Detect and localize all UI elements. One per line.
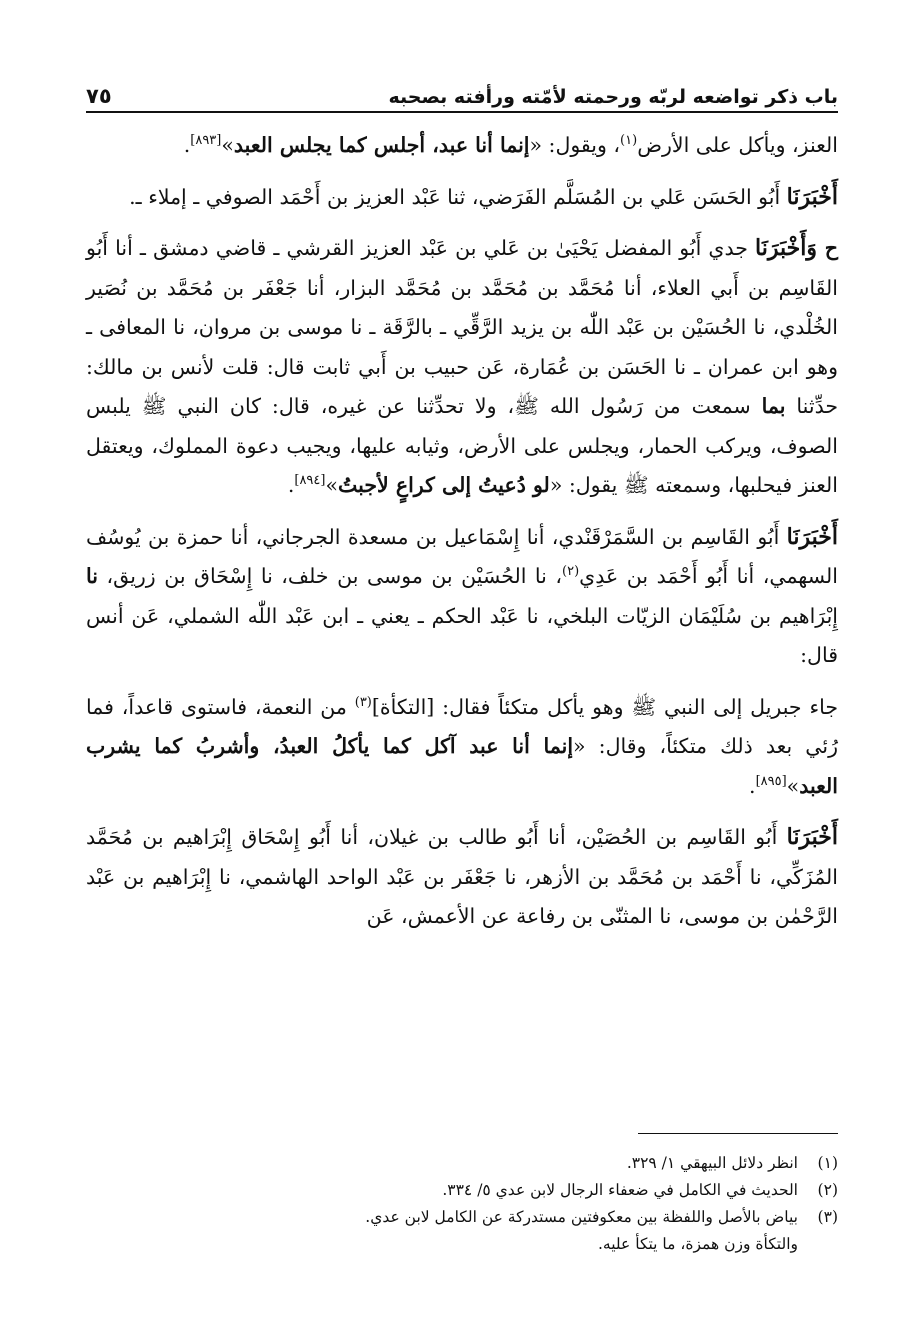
text-run: » bbox=[325, 473, 339, 497]
text-run: أَبُو القَاسِم بن السَّمَرْقَنْدي، أنا إِسْمَاعيل بن مسعدة الجرجاني، أنا حمزة بن يُوسُف السهمي، أنا أَبُو أَحْمَد بن عَدِي bbox=[86, 524, 838, 588]
text-run: . bbox=[287, 473, 295, 497]
text-run: سمعت من رَسُول الله ﷺ، ولا تحدِّثنا عن غيره، قال: كان النبي ﷺ يلبس الصوف، ويركب الحمار، ويجلس على الأرض، وثيابه عليها، ويجيب دعوة المملوك، ويعتقل العنز فيحلبها، وسمعته ﷺ يقول: « bbox=[86, 394, 838, 497]
narrator-keyword: أَخْبَرَنَا bbox=[786, 183, 838, 210]
text-run: ، ويقول: « bbox=[529, 133, 621, 157]
footnote-text: انظر دلائل البيهقي ١/ ٣٢٩. bbox=[626, 1154, 798, 1172]
text-run: العنز، ويأكل على الأرض bbox=[637, 133, 838, 157]
footnote bbox=[86, 1177, 838, 1204]
footnote-number: (٢) bbox=[817, 1181, 838, 1199]
body-text bbox=[86, 126, 838, 949]
footnote bbox=[86, 1150, 838, 1177]
paragraph bbox=[86, 818, 838, 937]
paragraph bbox=[86, 518, 838, 676]
header-rule bbox=[86, 111, 838, 113]
paragraph bbox=[86, 688, 838, 807]
text-run: جاء جبريل إلى النبي ﷺ وهو يأكل متكئاً فقال: [التكأة] bbox=[371, 694, 839, 719]
text-run: جدي أَبُو المفضل يَحْيَىٰ بن عَلي بن عَبْد العزيز القرشي ـ قاضي دمشق ـ أنا أَبُو القَاسِم بن أَبي العلاء، أنا مُحَمَّد بن مُحَمَّد بن مُحَمَّد البزار، أنا جَعْفَر بن مُحَمَّد بن نُصَير الخُلْدي، نا الحُسَيْن بن عَبْد اللّٰه بن يزيد الرَّقِّي ـ بالرَّقَة ـ نا موسى بن مروان، نا المعافى ـ وهو ابن عمران ـ نا الحَسَن بن عُمَارة، عَن حبيب بن أَبي ثابت قال: قلت لأنس بن مالك: حدِّثنا bbox=[86, 236, 838, 418]
footnote-text: بياض بالأصل واللفظة بين معكوفتين مستدركة عن الكامل لابن عدي. bbox=[365, 1208, 798, 1226]
page-number: ٧٥ bbox=[86, 84, 112, 108]
narrator-keyword: أَخْبَرَنَا bbox=[786, 523, 838, 550]
footnote-number: (١) bbox=[817, 1154, 838, 1172]
reference-mark: [٨٩٣] bbox=[190, 133, 222, 149]
hadith-quote: لو دُعيتُ إلى كراعٍ لأجبتُ bbox=[338, 473, 550, 497]
footnote bbox=[86, 1204, 838, 1231]
text-run: ، نا الحُسَيْن بن موسى بن خلف، نا إِسْحَاق بن زريق، bbox=[97, 564, 563, 588]
hadith-quote: إنما أنا عبد، أجلس كما يجلس العبد bbox=[233, 133, 530, 157]
page-header bbox=[86, 72, 838, 108]
text-run: » bbox=[221, 133, 234, 157]
footnote-number: (٣) bbox=[817, 1208, 838, 1226]
footnote-text: الحديث في الكامل في ضعفاء الرجال لابن عدي ٥/ ٣٣٤. bbox=[442, 1181, 798, 1199]
text-run: . bbox=[183, 133, 191, 157]
text-run: » bbox=[786, 773, 800, 798]
text-run: من النعمة، فاستوى قاعداً، فما رُئي بعد ذلك متكئاً، وقال: « bbox=[86, 694, 839, 758]
bold-text: نا bbox=[86, 564, 98, 588]
footnotes bbox=[86, 1150, 838, 1258]
reference-mark: (١) bbox=[620, 133, 638, 149]
text-run: إِبْرَاهيم بن سُلَيْمَان الزيّات البلخي، نا عَبْد الحكم ـ يعني ـ ابن عَبْد اللّٰه الشملي، عَن أنس قال: bbox=[86, 603, 838, 667]
bold-text: بما bbox=[761, 394, 786, 418]
paragraph bbox=[86, 229, 838, 506]
text-run: أَبُو الحَسَن عَلي بن المُسَلَّم الفَرَضي، ثنا عَبْد العزيز بن أَحْمَد الصوفي ـ إملاء ـ. bbox=[129, 184, 787, 209]
paragraph bbox=[86, 178, 838, 218]
hadith-quote: إنما أنا عبد آكل كما يأكلُ العبدُ، وأشربُ كما يشرب العبد bbox=[86, 734, 838, 798]
reference-mark: [٨٩٤] bbox=[294, 473, 326, 489]
paragraph bbox=[86, 126, 838, 166]
text-run: أَبُو القَاسِم بن الحُصَيْن، أنا أَبُو طالب بن غيلان، أنا أَبُو إِسْحَاق إِبْرَاهيم بن مُحَمَّد المُزَكِّي، نا أَحْمَد بن مُحَمَّد بن الأزهر، نا جَعْفَر بن عَبْد الواحد الهاشمي، نا إِبْرَاهيم بن عَبْد الرَّحْمٰن بن موسى، نا المثنّى بن رفاعة عن الأعمش، عَن bbox=[86, 825, 838, 928]
bold-text: ح bbox=[817, 236, 838, 260]
reference-mark: (٢) bbox=[562, 564, 580, 580]
narrator-keyword: وَأَخْبَرَنَا bbox=[755, 235, 817, 261]
reference-mark: (٣) bbox=[354, 694, 372, 710]
text-run: . bbox=[749, 773, 756, 798]
footnote-rule bbox=[638, 1133, 838, 1134]
footnote-continuation: والتكأة وزن همزة، ما يتكأ عليه. bbox=[598, 1235, 798, 1253]
running-title: باب ذكر تواضعه لربّه ورحمته لأمّته ورأفته بصحبه bbox=[388, 86, 838, 108]
narrator-keyword: أَخْبَرَنَا bbox=[786, 824, 838, 850]
reference-mark: [٨٩٥] bbox=[755, 773, 787, 789]
